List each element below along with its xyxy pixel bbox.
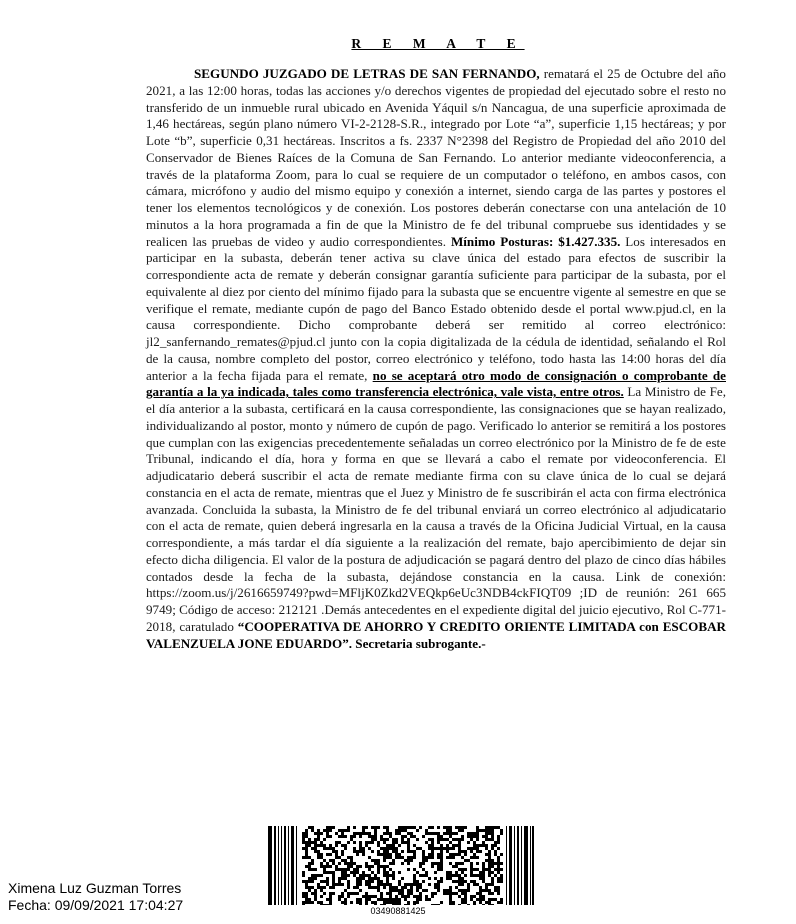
auction-notice-body [146,66,726,652]
minimum-bid: Mínimo Posturas: $1.427.335. [450,233,621,249]
document-title: R E M A T E [351,36,525,51]
payment-warning: no se aceptará otro modo de consignación o comprobante de garantía a la ya indicada, tales como transferencia electrónica, vale vista, entre otros. [146,367,726,400]
barcode-number: 03490881425 [370,906,426,916]
signer-name: Ximena Luz Guzman Torres [8,880,182,896]
notice-paragraph-2: Los interesados en participar en la subasta, deberán tener activa su clave única del estado para efectos de suscribir la correspondiente acta de remate y deberán consignar garantía suficiente para participar de la subasta, por el equivalente al diez por ciento del mínimo fijado para la subasta que se encuentre vigente al semestre en que se verifique el remate, mediante cupón de pago del Banco Estado obtenido desde el portal www.pjud.cl, en la causa correspondiente. Dicho comprobante deberá ser remitido al correo electrónico: jl2_sanfernando_remates@pjud.cl junto con la copia digitalizada de la cédula de identidad, señalando el Rol de la causa, nombre completo del postor, correo electrónico y teléfono, todo hasta las 14:00 horas del día anterior a la fecha fijada para el remate, [146,233,726,383]
court-name: SEGUNDO JUZGADO DE LETRAS DE SAN FERNANDO, [194,66,540,81]
barcode-icon [268,826,534,905]
case-caption: “COOPERATIVA DE AHORRO Y CREDITO ORIENTE LIMITADA con ESCOBAR VALENZUELA JONE EDUARDO”. Secretaria subrogante.- [146,618,726,651]
electronic-signature [8,880,183,914]
notice-paragraph-1: rematará el 25 de Octubre del año 2021, a las 12:00 horas, todas las acciones y/o derechos vigentes de propiedad del ejecutado sobre el resto no transferido de un inmueble rural ubicado en Avenida Yáquil s/n Nancagua, de una superficie aproximada de 1,46 hectáreas, según plano número VI-2-2128-S.R., integrado por Lote “a”, superficie 1,15 hectáreas; y por Lote “b”, superficie 0,31 hectáreas. Inscritos a fs. 2337 N°2398 del Registro de Propiedad del año 2010 del Conservador de Bienes Raíces de la Comuna de San Fernando. Lo anterior mediante videoconferencia, a través de la plataforma Zoom, para lo cual se requiere de un computador o teléfono, en ambos casos, con cámara, micrófono y audio del mismo equipo y conexión a internet, siendo carga de las partes y postores el tener los elementos tecnológicos y de conexión. Los postores deberán conectarse con una antelación de 10 minutos a la hora programada a fin de que la Ministro de fe del tribunal compruebe sus identidades y se realicen las pruebas de video y audio correspondientes. [146,66,726,249]
verification-barcode [268,826,534,905]
signature-date: Fecha: 09/09/2021 17:04:27 [8,897,184,913]
notice-paragraph-3: La Ministro de Fe, el día anterior a la subasta, certificará en la causa correspondiente, las consignaciones que se hayan realizado, individualizando al postor, monto y número de cupón de pago. Verificado lo anterior se remitirá a los postores que cumplan con las exigencias precedentemente señaladas un correo electrónico por la Ministro de fe de este Tribunal, indicando el día, hora y forma en que se llevará a cabo el remate por videoconferencia. El adjudicatario deberá suscribir el acta de remate mediante firma con su clave única de lo cual se dejará constancia en el acta de remate, mientras que el Juez y Ministro de fe suscribirán el acta con firma electrónica avanzada. Concluida la subasta, la Ministro de fe del tribunal enviará un correo electrónico al adjudicatario con el acta de remate, quien deberá ingresarla en la causa a través de la Oficina Judicial Virtual, en la causa correspondiente, a más tardar el día siguiente a la realización del remate, bajo apercibimiento de dejar sin efecto dicha diligencia. El valor de la postura de adjudicación se pagará dentro del plazo de cinco días hábiles contados desde la fecha de la subasta, dejándose constancia en la causa. Link de conexión: https://zoom.us/j/2616659749?pwd=MFljK0Zkd2VEQkp6eUc3NDB4ckFIQT09 ;ID de reunión: 261 665 9749; Código de acceso: 212121 .Demás antecedentes en el expediente digital del juicio ejecutivo, Rol C-771-2018, caratulado [146,384,726,634]
